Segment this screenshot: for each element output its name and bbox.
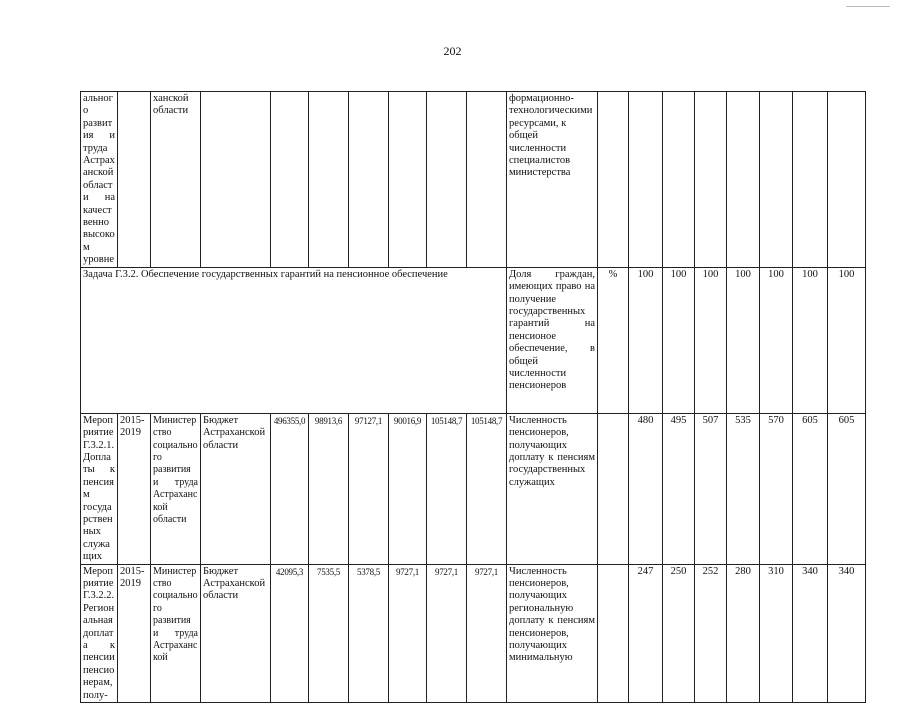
finance-cell: 98913,6: [309, 413, 349, 564]
source-cell: Бюджет Астраханской области: [201, 413, 271, 564]
task-title-cell: Задача Г.3.2. Обеспечение государственных гарантий на пенсионное обеспечение: [81, 267, 507, 413]
value-cell: 495: [663, 413, 695, 564]
value-cell: 570: [760, 413, 793, 564]
unit-cell: [598, 564, 629, 702]
finance-cell: 105148,7: [467, 413, 507, 564]
activity-name-cell: ального развития и труда Астраханской области на качественно высоком уровне: [81, 92, 118, 268]
value-cell: 280: [727, 564, 760, 702]
table-row: [81, 413, 866, 564]
value-cell: 250: [663, 564, 695, 702]
period-cell: 2015-2019: [118, 564, 151, 702]
executor-cell: Министерство социального развития и труда Астраханской области: [151, 413, 201, 564]
activity-name-cell: Мероприятие Г.3.2.1. Доплаты к пенсиям государственных служащих: [81, 413, 118, 564]
source-cell: Бюджет Астраханской области: [201, 564, 271, 702]
value-cell: 535: [727, 413, 760, 564]
activity-name-cell: Мероприятие Г.3.2.2. Региональная доплата к пенсии пенсионерам, полу-: [81, 564, 118, 702]
indicator-cell: Численность пенсионеров, получающих региональную доплату к пенсиям пенсионеров, получающих минимальную: [507, 564, 598, 702]
finance-cell: 9727,1: [389, 564, 427, 702]
value-cell: 100: [695, 267, 727, 413]
period-cell: [118, 92, 151, 268]
finance-cell: 9727,1: [427, 564, 467, 702]
finance-cell: 105148,7: [427, 413, 467, 564]
indicator-cell: Численность пенсионеров, получающих доплату к пенсиям государственных служащих: [507, 413, 598, 564]
table-row: [81, 564, 866, 702]
program-table: [80, 91, 866, 703]
value-cell: 100: [663, 267, 695, 413]
finance-cell: 42095,3: [271, 564, 309, 702]
value-cell: 605: [828, 413, 866, 564]
finance-cell: 496355,0: [271, 413, 309, 564]
value-cell: 340: [828, 564, 866, 702]
table-row: [81, 92, 866, 268]
indicator-cell: формационно-технологическими ресурсами, к общей численности специалистов министерства: [507, 92, 598, 268]
value-cell: 507: [695, 413, 727, 564]
table-row: [81, 267, 866, 413]
executor-cell: ханской области: [151, 92, 201, 268]
finance-cell: 7535,5: [309, 564, 349, 702]
executor-cell: Министерство социального развития и труда Астраханской: [151, 564, 201, 702]
value-cell: 480: [629, 413, 663, 564]
finance-cell: 90016,9: [389, 413, 427, 564]
page-number: 202: [443, 44, 462, 58]
unit-cell: %: [598, 267, 629, 413]
value-cell: 247: [629, 564, 663, 702]
value-cell: 100: [793, 267, 828, 413]
indicator-cell: Доля граждан, имеющих право на получение государственных гарантий на пенсионое обеспечение, в общей численности пенсионеров: [507, 267, 598, 413]
unit-cell: [598, 413, 629, 564]
finance-cell: 97127,1: [349, 413, 389, 564]
value-cell: 252: [695, 564, 727, 702]
period-cell: 2015-2019: [118, 413, 151, 564]
value-cell: 100: [727, 267, 760, 413]
value-cell: 100: [760, 267, 793, 413]
value-cell: 100: [629, 267, 663, 413]
value-cell: 100: [828, 267, 866, 413]
value-cell: 340: [793, 564, 828, 702]
finance-cell: 5378,5: [349, 564, 389, 702]
finance-cell: 9727,1: [467, 564, 507, 702]
value-cell: 605: [793, 413, 828, 564]
value-cell: 310: [760, 564, 793, 702]
scan-artifact: [846, 6, 890, 7]
